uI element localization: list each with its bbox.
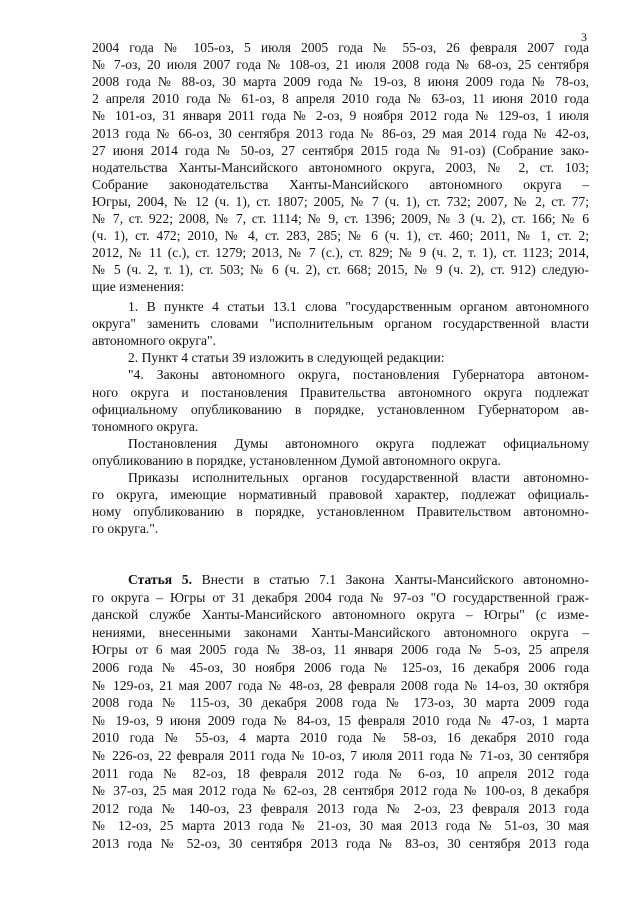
text-line: нодательства Ханты-Мансийского автономного округа, 2003, № 2, ст. 103; [92,159,589,175]
text-line: № 5 (ч. 2, т. 1), ст. 503; № 6 (ч. 2), ст. 668; 2015, № 9 (ч. 2), ст. 912) следую- [92,262,589,278]
text-line: 27 июня 2014 года № 50-оз, 27 сентября 2015 года № 91-оз) (Собрание зако- [92,142,589,158]
text-line: 2008 года № 115-оз, 30 декабря 2008 года № 173-оз, 30 марта 2009 года [92,695,589,711]
text-line: го округа – Югры от 31 декабря 2004 года № 97-оз "О государственной граж- [92,589,589,605]
text-line-content: Внести в статью 7.1 Закона Ханты-Мансийского автономно- [191,572,589,587]
text-line: 2013 года № 66-оз, 30 сентября 2013 года № 86-оз, 29 мая 2014 года № 42-оз, [92,125,589,141]
text-line: (ч. 1), ст. 472; 2010, № 4, ст. 283, 285; № 6 (ч. 1), ст. 460; 2011, № 1, ст. 2; [92,228,589,244]
text-line: 2013 года № 52-оз, 30 сентября 2013 года № 83-оз, 30 сентября 2013 года [92,836,589,851]
text-line: № 19-оз, 9 июня 2009 года № 84-оз, 15 февраля 2010 года № 47-оз, 1 марта [92,712,589,728]
text-line: опубликованию в порядке, установленном Думой автономного округа. [92,452,501,468]
text-line: "4. Законы автономного округа, постановления Губернатора автоном- [128,367,589,383]
text-line: Приказы исполнительных органов государственной власти автономно- [128,470,589,485]
text-line: 2004 года № 105-оз, 5 июля 2005 года № 55-оз, 26 февраля 2007 года [92,40,589,55]
text-line: го округа.". [92,521,159,537]
text-line: 2008 года № 88-оз, 30 марта 2009 года № 19-оз, 8 июня 2009 года № 78-оз, [92,74,589,90]
text-line: 2011 года № 82-оз, 18 февраля 2012 года № 6-оз, 10 апреля 2012 года [92,765,589,781]
text-line: го округа, имеющие нормативный правовой характер, подлежат официаль- [92,487,589,503]
text-line: щие изменения: [92,279,185,295]
text-line: 2. Пункт 4 статьи 39 изложить в следующей редакции: [128,350,445,366]
text-line: № 129-оз, 21 мая 2007 года № 48-оз, 28 февраля 2008 года № 14-оз, 30 октября [92,677,589,693]
page-number: 3 [581,30,587,44]
text-line: 2006 года № 45-оз, 30 ноября 2006 года № 125-оз, 16 декабря 2006 года [92,660,589,675]
text-line: 2010 года № 55-оз, 4 марта 2010 года № 58-оз, 16 декабря 2010 года [92,730,589,746]
text-line: 2012 года № 140-оз, 23 февраля 2013 года № 2-оз, 23 февраля 2013 года [92,800,589,816]
text-line: № 12-оз, 25 марта 2013 года № 21-оз, 30 мая 2013 года № 51-оз, 30 мая [92,818,589,834]
text-line: 2012, № 11 (с.), ст. 1279; 2013, № 7 (с.), ст. 829; № 9 (ч. 2, т. 1), ст. 1123; 2014, [92,245,589,261]
text-line: ному опубликованию в порядке, установленном Правительством автономно- [92,504,589,520]
text-line [128,572,589,588]
text-line: Собрание законодательства Ханты-Мансийского автономного округа – [92,176,589,192]
text-line: № 37-оз, 25 мая 2012 года № 62-оз, 28 сентября 2012 года № 100-оз, 8 декабря [92,783,589,799]
text-line: Югры от 6 мая 2005 года № 38-оз, 11 января 2006 года № 5-оз, 25 апреля [92,642,589,658]
text-line: 2 апреля 2010 года № 61-оз, 8 апреля 2010 года № 63-оз, 11 июня 2010 года [92,91,589,107]
text-line: Постановления Думы автономного округа подлежат официальному [128,435,589,451]
text-line: № 101-оз, 31 января 2011 года № 2-оз, 9 ноября 2012 года № 129-оз, 1 июля [92,108,589,124]
text-line: № 7-оз, 20 июля 2007 года № 108-оз, 21 июля 2008 года № 68-оз, 25 сентября [92,57,589,73]
text-line: тономного округа. [92,418,199,434]
text-line: № 226-оз, 22 февраля 2011 года № 10-оз, 7 июля 2011 года № 71-оз, 30 сентября [92,748,589,763]
text-line: округа" заменить словами "исполнительным органом государственной власти [92,316,589,332]
text-line: автономного округа". [92,333,216,349]
text-line: Югры, 2004, № 12 (ч. 1), ст. 1807; 2005, № 7 (ч. 1), ст. 732; 2007, № 2, ст. 77; [92,193,589,209]
text-line: данской службе Ханты-Мансийского автономного округа – Югры" (с изме- [92,607,589,623]
text-line: нениями, внесенными законами Ханты-Мансийского автономного округа – [92,624,589,640]
text-line: официальному опубликованию в порядке, установленном Губернатором ав- [92,401,589,417]
text-line: ного округа и постановления Правительства автономного округа подлежат [92,384,589,400]
article-heading: Статья 5. [128,572,192,587]
text-line: № 7, ст. 922; 2008, № 7, ст. 1114; № 9, ст. 1396; 2009, № 3 (ч. 2), ст. 166; № 6 [92,211,589,226]
text-line: 1. В пункте 4 статьи 13.1 слова "государственным органом автономного [128,299,589,314]
